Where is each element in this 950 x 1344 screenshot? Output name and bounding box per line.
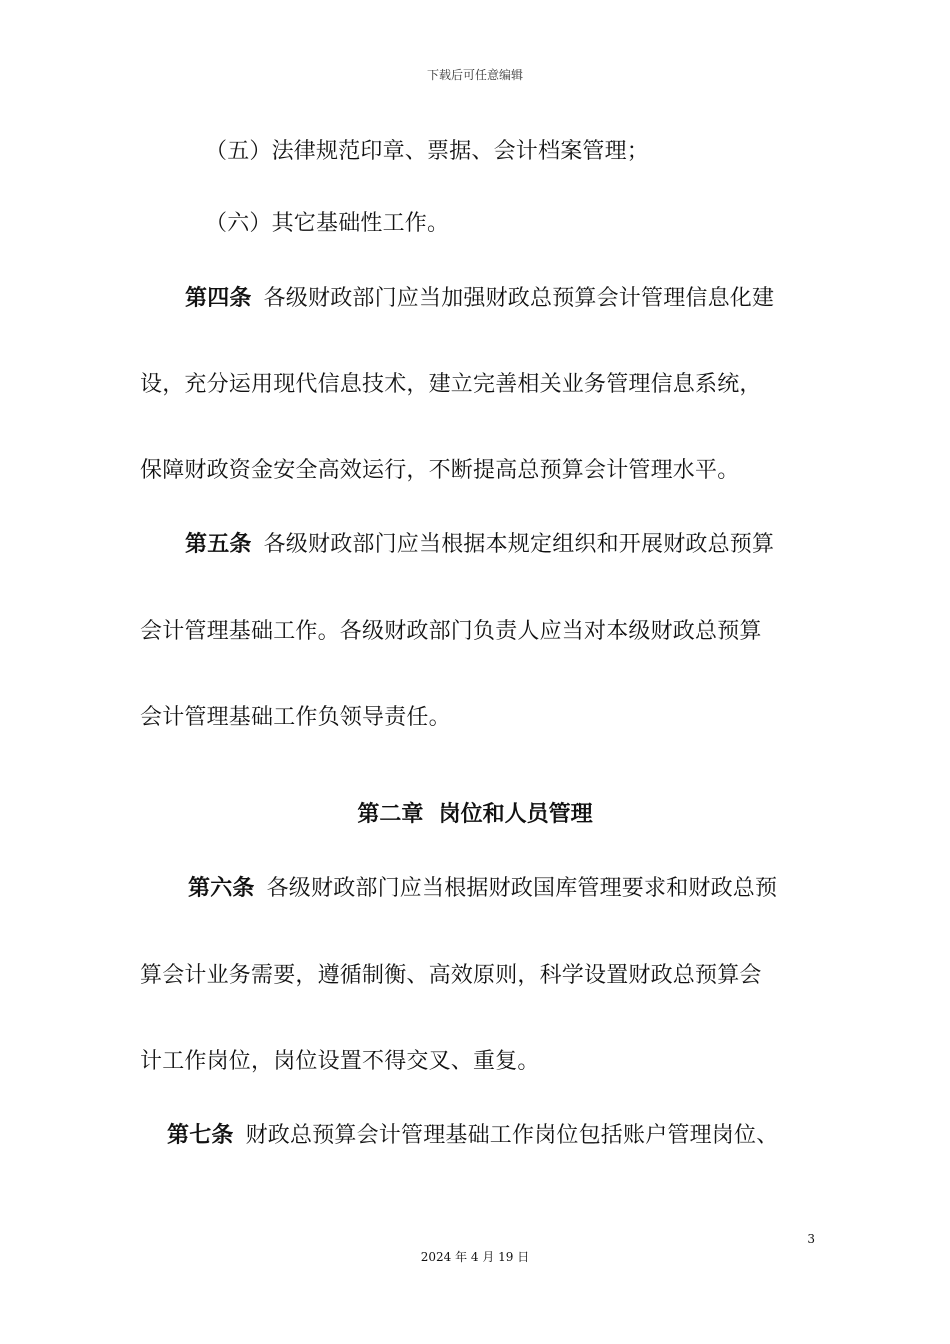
article-4-label: 第四条 xyxy=(185,286,252,311)
article-5-text: 各级财政部门应当根据本规定组织和开展财政总预算 xyxy=(263,532,775,557)
paragraph-item-6: （六）其它基础性工作。 xyxy=(205,211,450,236)
article-6-line-3: 计工作岗位，岗位设置不得交叉、重复。 xyxy=(140,1049,540,1074)
article-5-line-3: 会计管理基础工作负领导责任。 xyxy=(140,705,451,730)
article-5-line-1 xyxy=(185,530,774,560)
article-4-line-1 xyxy=(185,284,774,314)
article-6-text: 各级财政部门应当根据财政国库管理要求和财政总预 xyxy=(266,876,778,901)
page-number: 3 xyxy=(807,1232,815,1246)
article-6-label: 第六条 xyxy=(188,876,255,901)
footer-date: 2024 年 4 月 19 日 xyxy=(420,1250,530,1264)
article-7-label: 第七条 xyxy=(167,1123,234,1148)
article-6-line-1 xyxy=(188,874,777,904)
page-header: 下载后可任意编辑 xyxy=(426,68,523,82)
article-5-line-2: 会计管理基础工作。各级财政部门负责人应当对本级财政总预算 xyxy=(140,619,762,644)
article-4-text: 各级财政部门应当加强财政总预算会计管理信息化建 xyxy=(263,286,775,311)
article-5-label: 第五条 xyxy=(185,532,252,557)
chapter-title: 第二章 岗位和人员管理 xyxy=(357,802,593,827)
paragraph-item-5: （五）法律规范印章、票据、会计档案管理； xyxy=(205,139,650,164)
article-7-text: 财政总预算会计管理基础工作岗位包括账户管理岗位、 xyxy=(245,1123,779,1148)
article-7-line-1 xyxy=(167,1121,778,1151)
article-4-line-3: 保障财政资金安全高效运行，不断提高总预算会计管理水平。 xyxy=(140,458,740,483)
article-4-line-2: 设，充分运用现代信息技术，建立完善相关业务管理信息系统， xyxy=(140,372,762,397)
article-6-line-2: 算会计业务需要，遵循制衡、高效原则，科学设置财政总预算会 xyxy=(140,963,762,988)
